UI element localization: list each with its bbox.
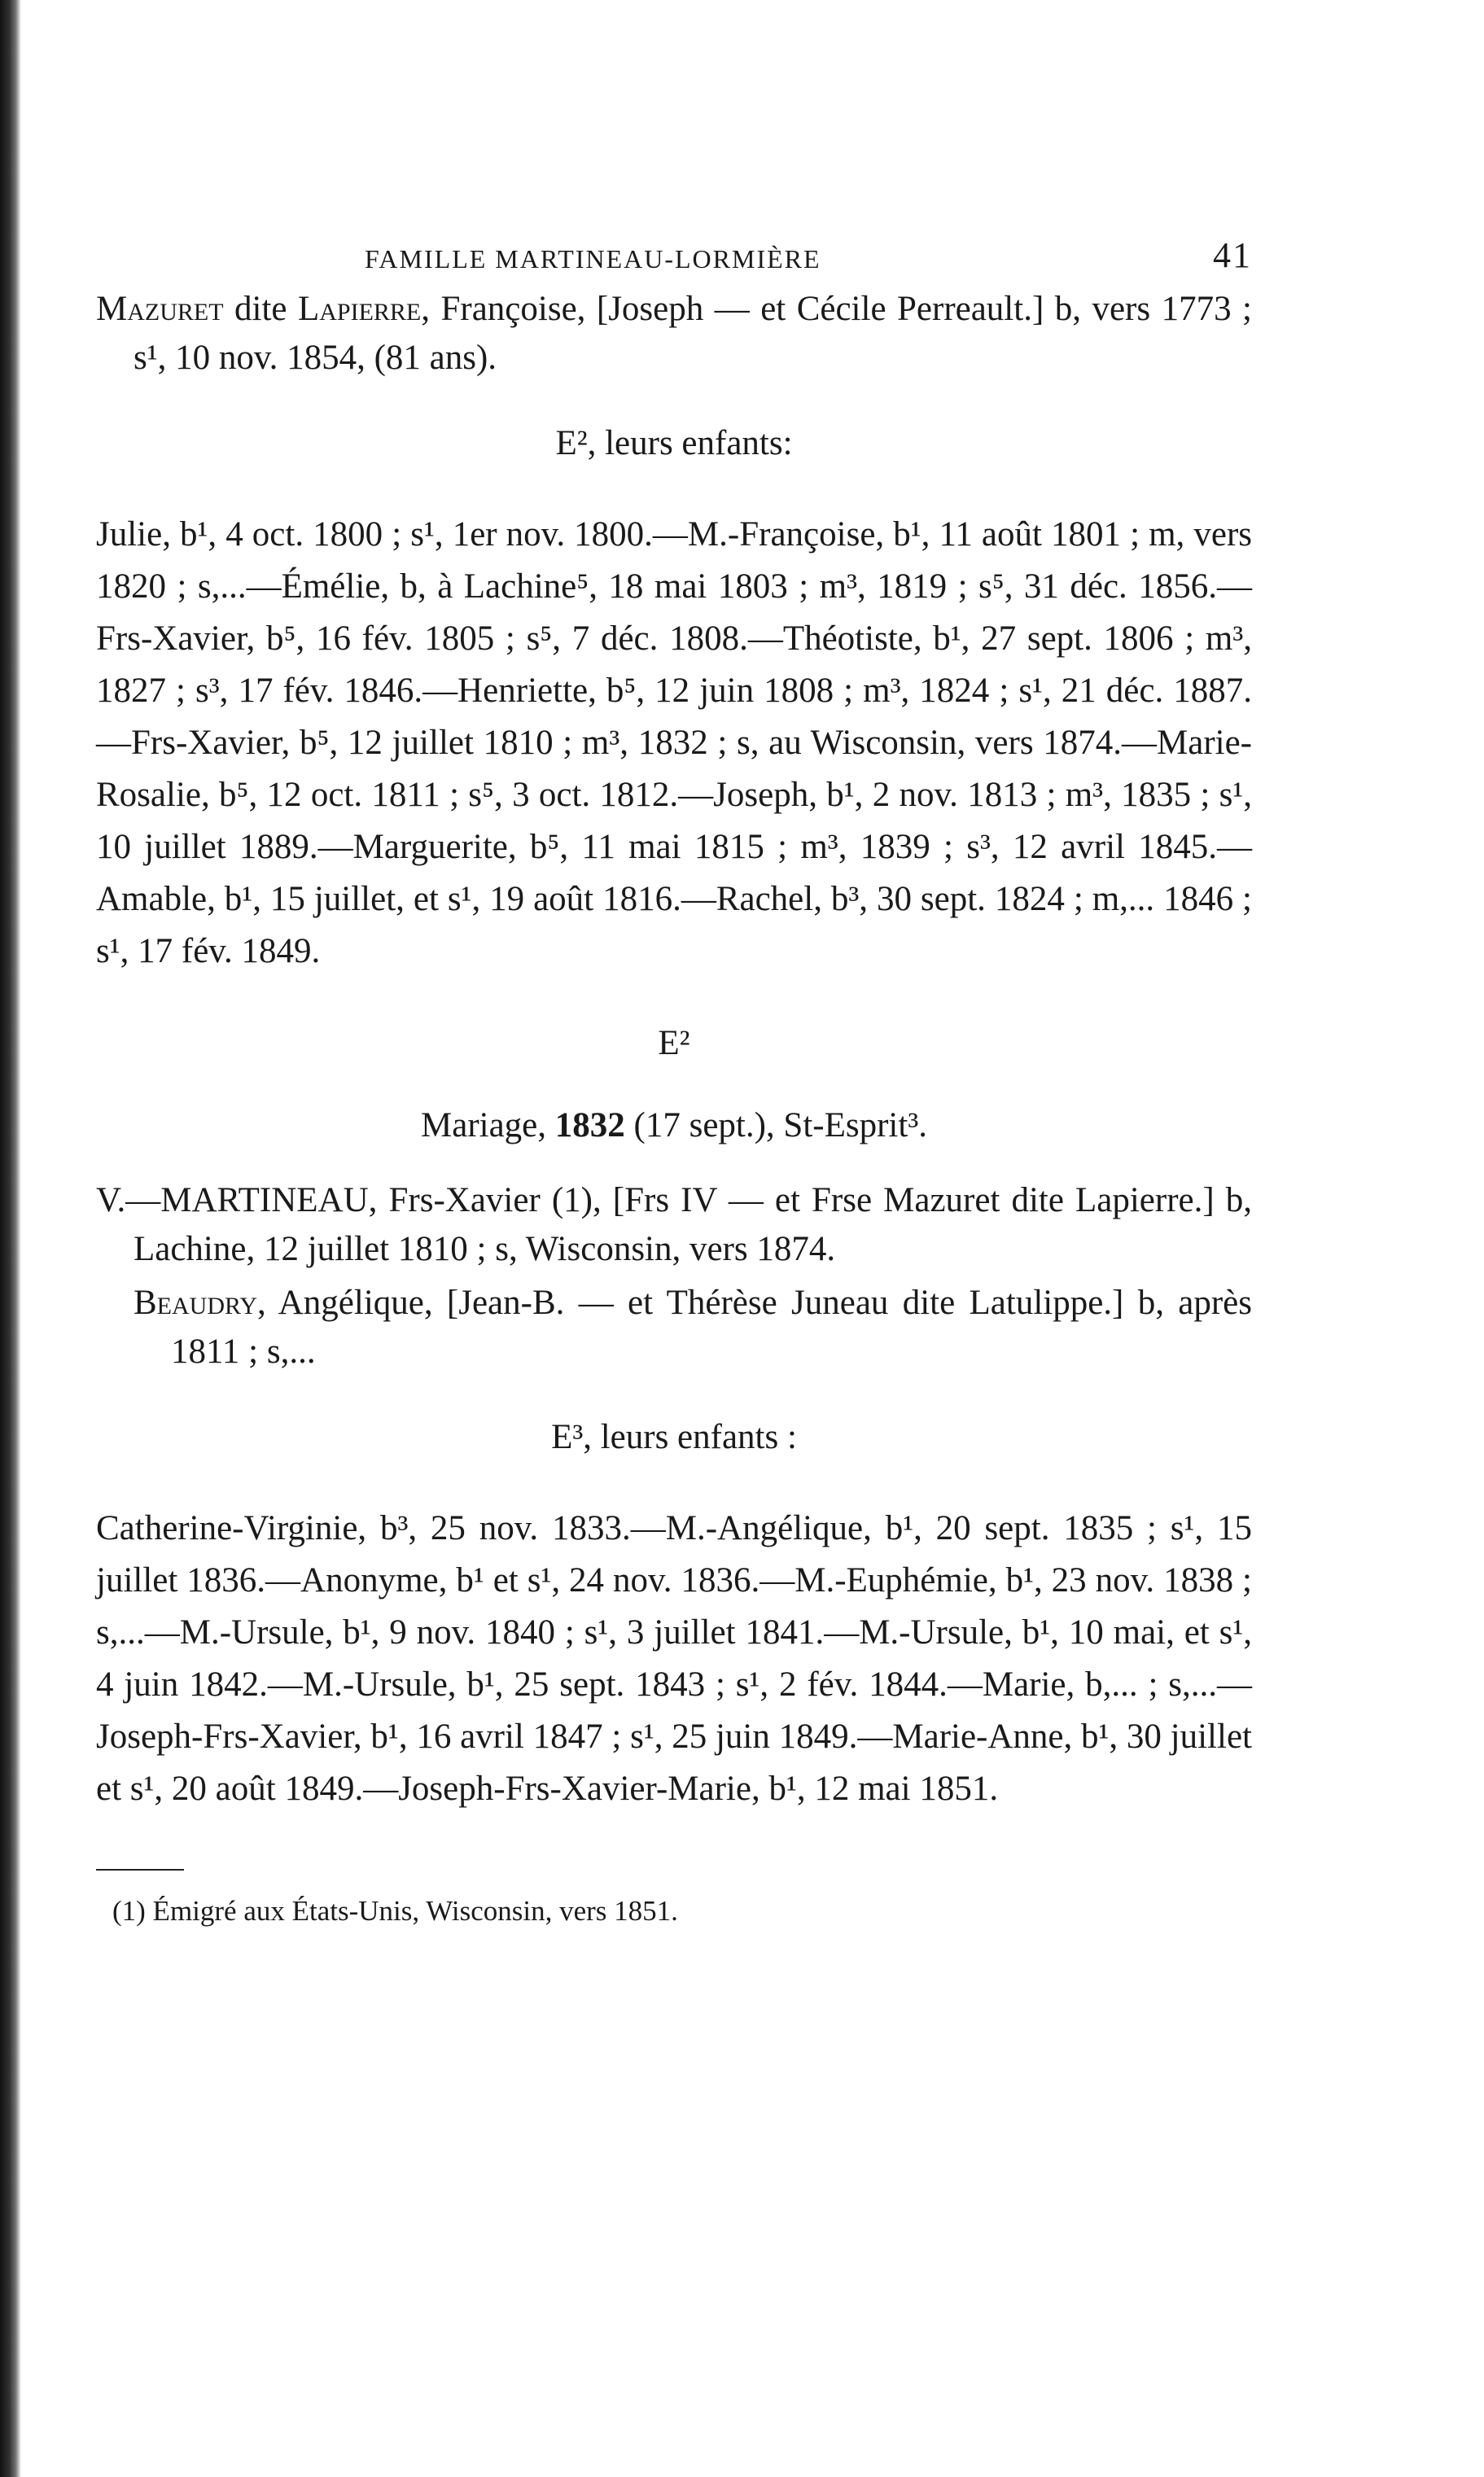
children-list-2: Catherine-Virginie, b³, 25 nov. 1833.—M.-Angélique, b¹, 20 sept. 1835 ; s¹, 15 juillet 1836.—Anonyme, b¹ et s¹, 24 nov. 1836.—M.-Euphémie, b¹, 23 nov. 1838 ; s,...—M.-Ursule, b¹, 9 nov. 1840 ; s¹, 3 juillet 1841.—M.-Ursule, b¹, 10 mai, et s¹, 4 juin 1842.—M.-Ursule, b¹, 25 sept. 1843 ; s¹, 2 fév. 1844.—Marie, b,... ; s,...—Joseph-Frs-Xavier, b¹, 16 avril 1847 ; s¹, 25 juin 1849.—Marie-Anne, b¹, 30 juillet et s¹, 20 août 1849.—Joseph-Frs-Xavier-Marie, b¹, 12 mai 1851. [96,1509,1252,1808]
entry-beaudry-text: , Angélique, [Jean-B. — et Thérèse Juneau dite Latulippe.] b, après 1811 ; s,... [171,1284,1252,1371]
surname-mazuret: Mazuret [96,290,224,328]
children-heading-2: E³, leurs enfants : [551,1418,797,1456]
footnote-rule [96,1869,184,1871]
generation-number: V.— [96,1181,161,1219]
book-page [96,220,1252,1928]
entry-mazuret-text: , Françoise, [Joseph — et Cécile Perreault.] b, vers 1773 ; s¹, 10 nov. 1854, (81 ans). [134,290,1252,377]
children-list-1: Julie, b¹, 4 oct. 1800 ; s¹, 1er nov. 1800.—M.-Françoise, b¹, 11 août 1801 ; m, vers 1820 ; s,...—Émélie, b, à Lachine⁵, 18 mai 1803 ; m³, 1819 ; s⁵, 31 déc. 1856.—Frs-Xavier, b⁵, 16 fév. 1805 ; s⁵, 7 déc. 1808.—Théotiste, b¹, 27 sept. 1806 ; m³, 1827 ; s³, 17 fév. 1846.—Henriette, b⁵, 12 juin 1808 ; m³, 1824 ; s¹, 21 déc. 1887.—Frs-Xavier, b⁵, 12 juillet 1810 ; m³, 1832 ; s, au Wisconsin, vers 1874.—Marie-Rosalie, b⁵, 12 oct. 1811 ; s⁵, 3 oct. 1812.—Joseph, b¹, 2 nov. 1813 ; m³, 1835 ; s¹, 10 juillet 1889.—Marguerite, b⁵, 11 mai 1815 ; m³, 1839 ; s³, 12 avril 1845.—Amable, b¹, 15 juillet, et s¹, 19 août 1816.—Rachel, b³, 30 sept. 1824 ; m,... 1846 ; s¹, 17 fév. 1849. [96,515,1252,970]
surname-martineau: MARTINEAU [160,1181,369,1219]
marriage-rest: (17 sept.), St-Esprit³. [624,1106,927,1144]
entry-beaudry [134,1279,1252,1376]
children-heading-1: E², leurs enfants: [555,424,793,462]
page-binding-edge [0,0,21,2477]
alias-lapierre: Lapierre [297,290,422,328]
page-number: 41 [1213,235,1252,275]
entry-mazuret [96,285,1252,383]
marriage-line [96,1105,1252,1145]
connector-dite: dite [223,290,298,328]
running-title: FAMILLE MARTINEAU-LORMIÈRE [365,244,821,274]
marriage-prefix: Mariage, [421,1106,555,1144]
marriage-year: 1832 [554,1106,625,1144]
surname-beaudry: Beaudry [134,1284,258,1322]
section-mark: E² [658,1024,690,1062]
entry-martineau-text: , Frs-Xavier (1), [Frs IV — et Frse Mazuret dite Lapierre.] b, Lachine, 12 juillet 1810 ; s, Wisconsin, vers 1874. [134,1181,1252,1268]
running-head [96,220,1252,285]
entry-martineau [96,1176,1252,1274]
footnote: (1) Émigré aux États-Unis, Wisconsin, vers 1851. [112,1895,678,1927]
